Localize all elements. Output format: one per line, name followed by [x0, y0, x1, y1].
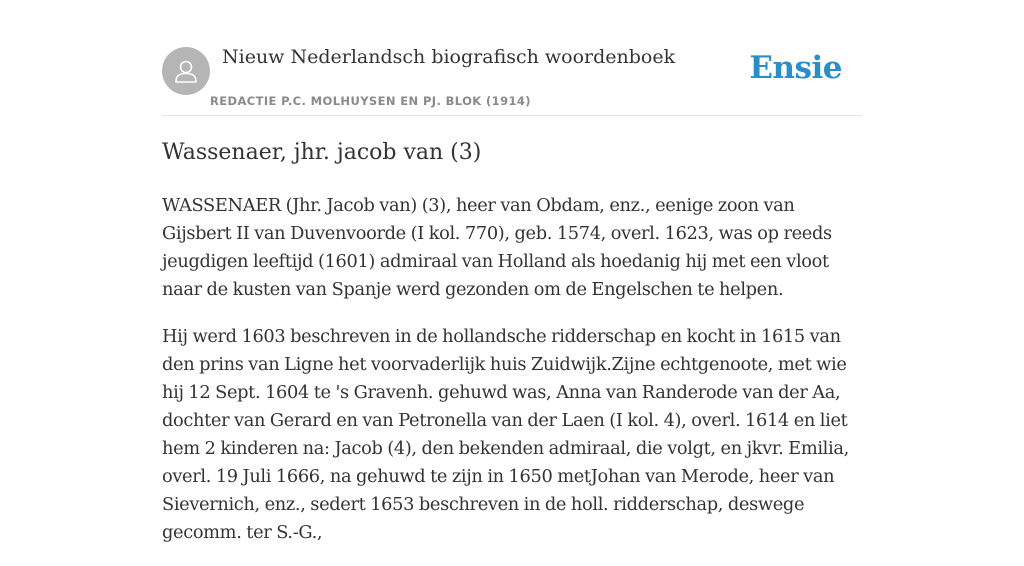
- source-header: [162, 0, 862, 116]
- entry-paragraph: Hij werd 1603 beschreven in de hollandsche ridderschap en kocht in 1615 van den prins van Ligne het voorvaderlijk huis Zuidwijk.Zijne echtgenoote, met wie hij 12 Sept. 1604 te 's Gravenh. gehuwd was, Anna van Randerode van der Aa, dochter van Gerard en van Petronella van der Laen (I kol. 4), overl. 1614 en liet hem 2 kinderen na: Jacob (4), den bekenden admiraal, die volgt, en jkvr. Emilia, overl. 19 Juli 1666, na gehuwd te zijn in 1650 metJohan van Merode, heer van Sievernich, enz., sedert 1653 beschreven in de holl. ridderschap, deswege gecomm. ter S.-G.,: [162, 326, 849, 543]
- user-icon: [171, 56, 201, 86]
- ensie-logo[interactable]: Ensie: [749, 50, 842, 86]
- source-avatar[interactable]: [162, 47, 210, 95]
- entry-title: Wassenaer, jhr. jacob van (3): [162, 140, 482, 165]
- book-title[interactable]: Nieuw Nederlandsch biografisch woordenboek: [222, 46, 676, 68]
- entry-paragraph: WASSENAER (Jhr. Jacob van) (3), heer van Obdam, enz., eenige zoon van Gijsbert II van Duvenvoorde (I kol. 770), geb. 1574, overl. 1623, was op reeds jeugdigen leeftijd (1601) admiraal van Holland als hoedanig hij met een vloot naar de kusten van Spanje werd gezonden om de Engelschen te helpen.: [162, 195, 832, 300]
- entry-body: [162, 192, 862, 566]
- book-editors: REDACTIE P.C. MOLHUYSEN EN PJ. BLOK (1914): [210, 94, 531, 108]
- page-container: [162, 0, 862, 543]
